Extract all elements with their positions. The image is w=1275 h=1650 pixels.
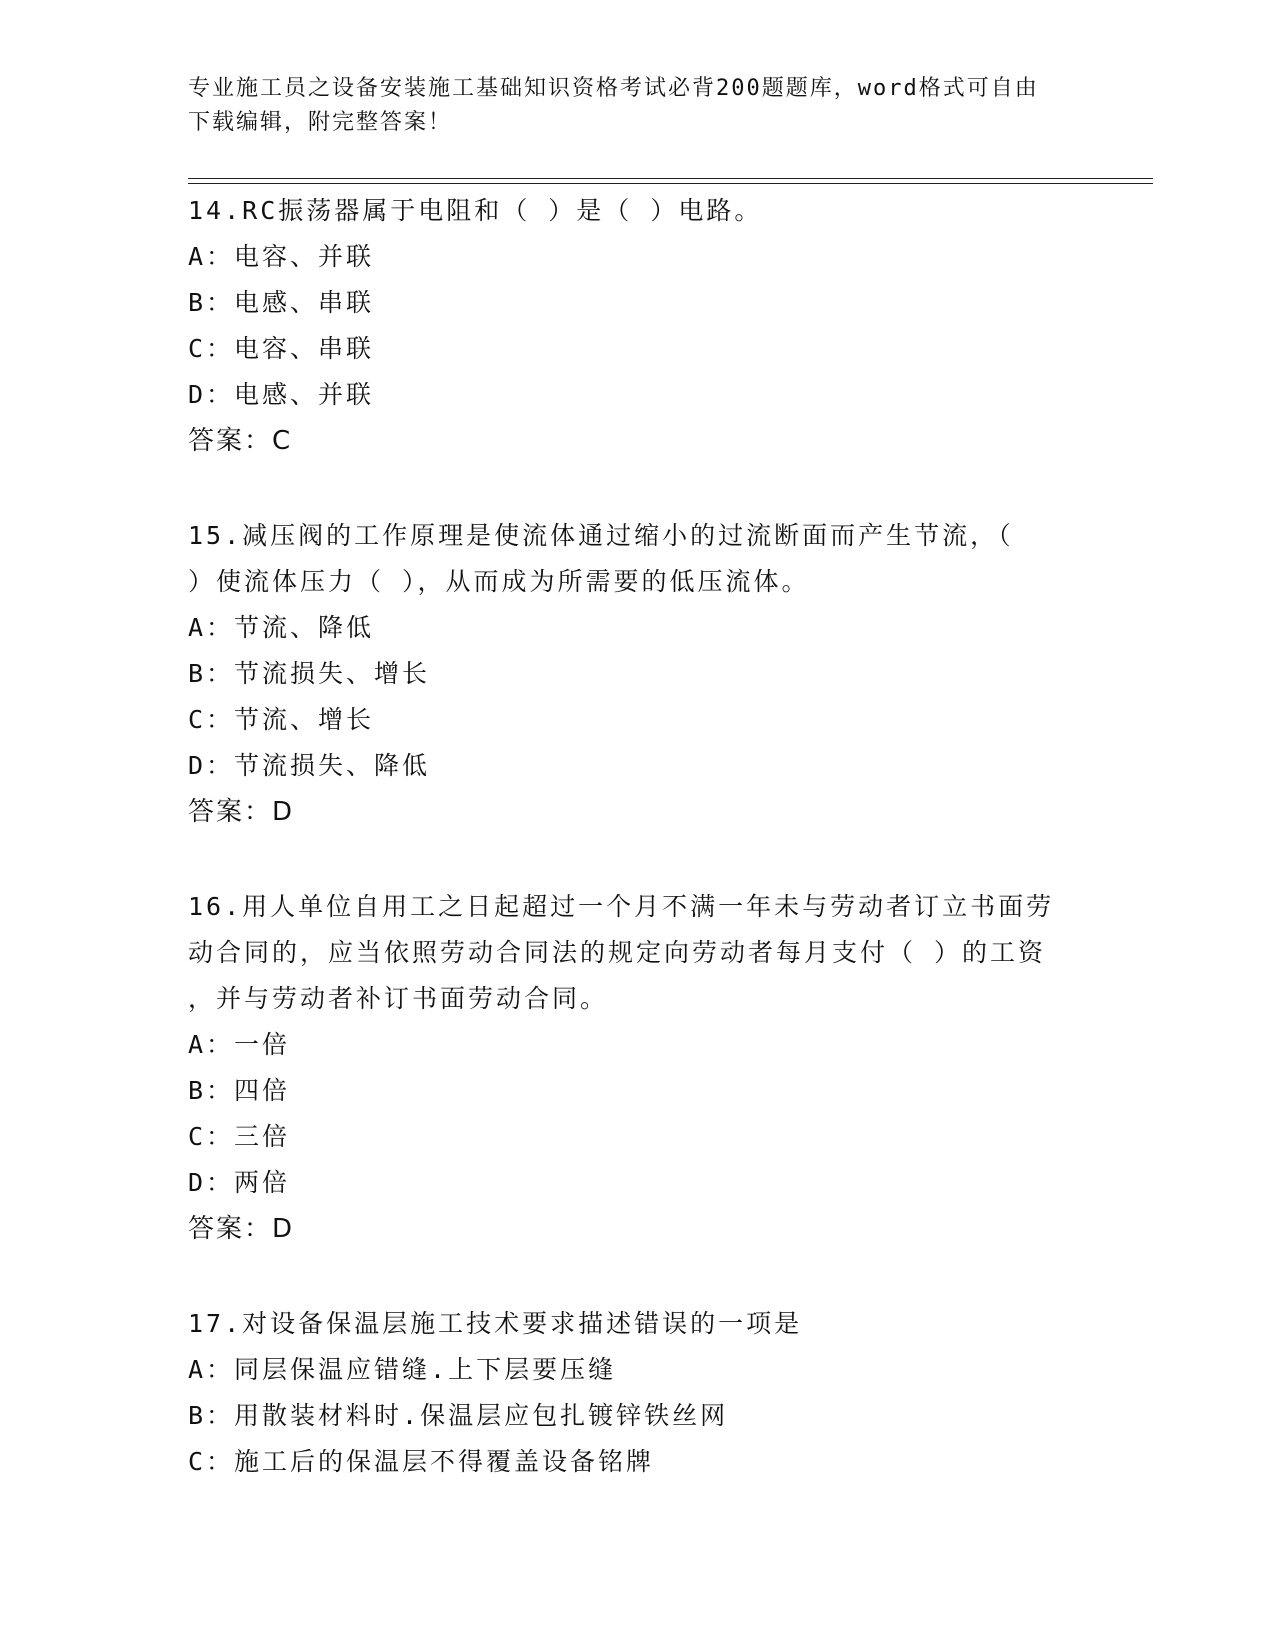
option-c: C：施工后的保温层不得覆盖设备铭牌 <box>188 1447 655 1476</box>
option-b: B：用散装材料时.保温层应包扎镀锌铁丝网 <box>188 1401 729 1430</box>
question-text: 14.RC振荡器属于电阻和（ ）是（ ）电路。 <box>188 196 763 225</box>
option-c: C：节流、增长 <box>188 705 375 734</box>
option-a: A：一倍 <box>188 1030 291 1059</box>
answer: 答案：C <box>188 426 293 456</box>
question-15 <box>188 513 1088 835</box>
question-17 <box>188 1301 1088 1485</box>
option-a: A：同层保温应错缝.上下层要压缝 <box>188 1355 617 1384</box>
question-text-line-1: 16.用人单位自用工之日起超过一个月不满一年未与劳动者订立书面劳 <box>188 892 1055 921</box>
question-text-line-2: 动合同的，应当依照劳动合同法的规定向劳动者每月支付（ ）的工资 <box>188 938 1047 967</box>
option-b: B：电感、串联 <box>188 288 375 317</box>
document-header <box>188 72 1088 140</box>
option-a: A：电容、并联 <box>188 242 375 271</box>
option-a: A：节流、降低 <box>188 613 375 642</box>
header-line-2: 下载编辑，附完整答案！ <box>188 110 453 135</box>
question-text: 17.对设备保温层施工技术要求描述错误的一项是 <box>188 1309 803 1338</box>
question-text-line-3: ，并与劳动者补订书面劳动合同。 <box>188 984 609 1013</box>
question-text-line-1: 15.减压阀的工作原理是使流体通过缩小的过流断面而产生节流，（ <box>188 521 1014 550</box>
option-b: B：节流损失、增长 <box>188 659 431 688</box>
header-divider-bottom <box>188 183 1153 184</box>
answer: 答案：D <box>188 1214 295 1244</box>
option-c: C：电容、串联 <box>188 334 375 363</box>
option-d: D：两倍 <box>188 1168 291 1197</box>
question-list <box>188 188 1088 1534</box>
header-divider-top <box>188 178 1153 179</box>
question-14 <box>188 188 1088 464</box>
option-d: D：节流损失、降低 <box>188 751 431 780</box>
answer: 答案：D <box>188 797 295 827</box>
question-text-line-2: ）使流体压力（ ），从而成为所需要的低压流体。 <box>188 567 810 596</box>
header-line-1: 专业施工员之设备安装施工基础知识资格考试必背200题题库，word格式可自由 <box>188 76 1039 101</box>
option-b: B：四倍 <box>188 1076 291 1105</box>
question-16 <box>188 884 1088 1252</box>
option-d: D：电感、并联 <box>188 380 375 409</box>
option-c: C：三倍 <box>188 1122 291 1151</box>
